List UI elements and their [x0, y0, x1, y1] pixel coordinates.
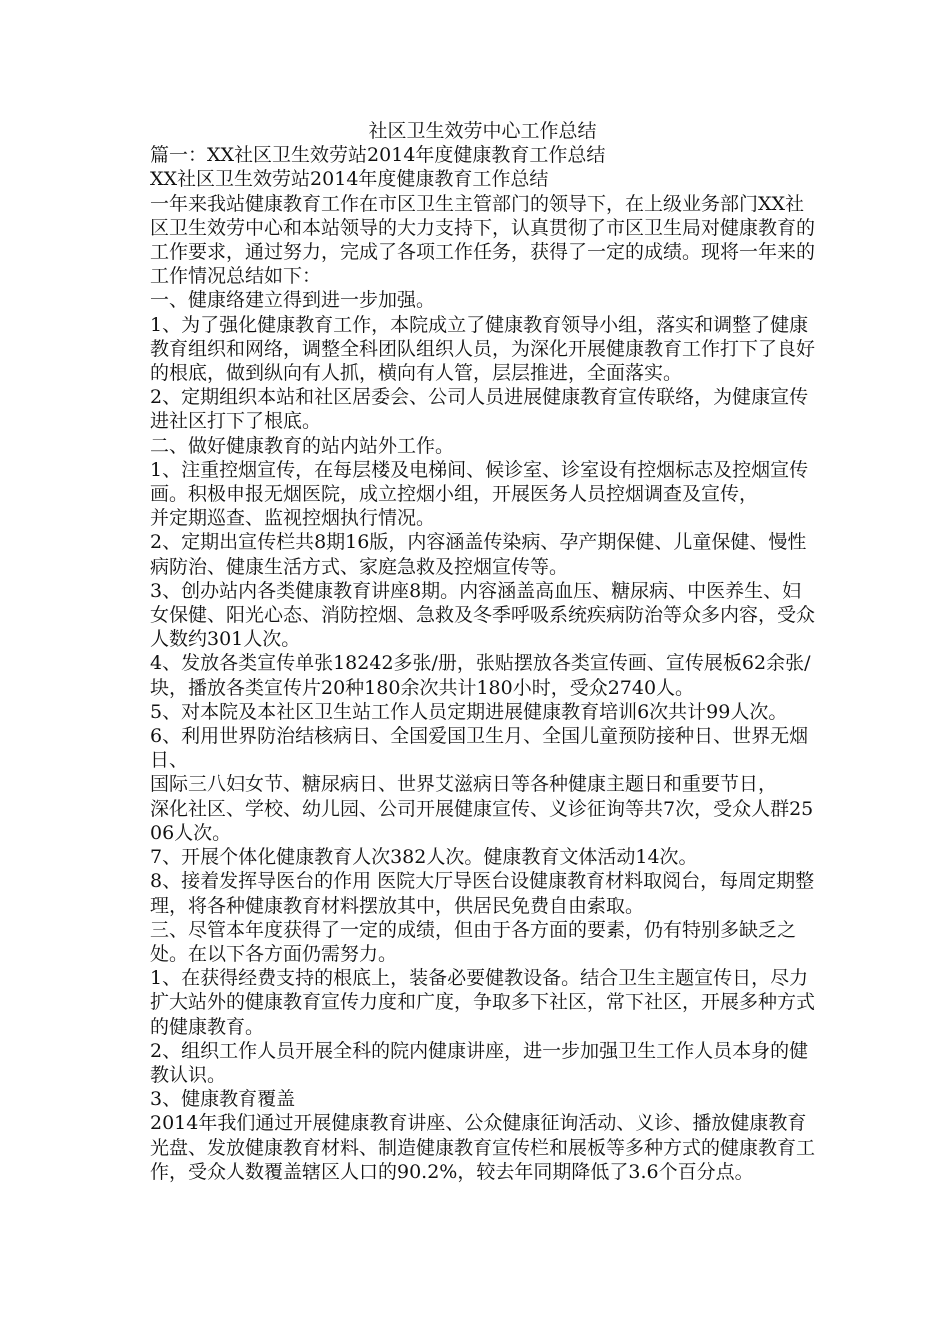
paragraph-3-2: 2、组织工作人员开展全科的院内健康讲座，进一步加强卫生工作人员本身的健教认识。: [150, 1039, 809, 1086]
section-heading-2: 二、做好健康教育的站内站外工作。: [150, 434, 455, 457]
paragraph-3-3-body: 2014年我们通过开展健康教育讲座、公众健康征询活动、义诊、播放健康教育光盘、发放健康教育材料、制造健康教育宣传栏和展板等多种方式的健康教育工作，受众人数覆盖辖区人口的90.2%，较去年同期降低了3.6个百分点。: [150, 1112, 816, 1183]
paragraph-1-1: 1、为了强化健康教育工作，本院成立了健康教育领导小组，落实和调整了健康教育组织和网络，调整全科团队组织人员，为深化开展健康教育工作打下了良好的根底，做到纵向有人抓，横向有人管，层层推进，全面落实。: [150, 313, 816, 385]
article-subheading: XX社区卫生效劳站2014年度健康教育工作总结: [150, 168, 549, 191]
paragraph-2-2: 2、定期出宣传栏共8期16版，内容涵盖传染病、孕产期保健、儿童保健、慢性病防治、健康生活方式、家庭急救及控烟宣传等。: [150, 531, 807, 578]
document-body: [150, 119, 815, 1184]
paragraph-2-6-cont2: 深化社区、学校、幼儿园、公司开展健康宣传、义诊征询等共7次，受众人群2506人次。: [150, 797, 814, 844]
document-title: 社区卫生效劳中心工作总结: [368, 120, 597, 142]
paragraph-2-4: 4、发放各类宣传单张18242多张/册，张贴摆放各类宣传画、宣传展板62余张/块，播放各类宣传片20种180余次共计180小时，受众2740人。: [150, 652, 811, 699]
paragraph-2-7: 7、开展个体化健康教育人次382人次。健康教育文体活动14次。: [150, 846, 698, 869]
intro-paragraph: 一年来我站健康教育工作在市区卫生主管部门的领导下，在上级业务部门XX社区卫生效劳中心和本站领导的大力支持下，认真贯彻了市区卫生局对健康教育的工作要求，通过努力，完成了各项工作任务，获得了一定的成绩。现将一年来的工作情况总结如下：: [150, 192, 816, 288]
paragraph-1-2: 2、定期组织本站和社区居委会、公司人员进展健康教育宣传联络，为健康宣传进社区打下了根底。: [150, 386, 809, 433]
paragraph-2-8: 8、接着发挥导医台的作用 医院大厅导医台设健康教育材料取阅台，每周定期整理，将各种健康教育材料摆放其中，供居民免费自由索取。: [150, 870, 815, 917]
section-heading-1: 一、健康络建立得到进一步加强。: [150, 289, 436, 312]
paragraph-2-6: 6、利用世界防治结核病日、全国爱国卫生月、全国儿童预防接种日、世界无烟日、: [150, 725, 809, 772]
paragraph-3-1: 1、在获得经费支持的根底上，装备必要健教设备。结合卫生主题宣传日，尽力扩大站外的健康教育宣传力度和广度，争取多下社区，常下社区，开展多种方式的健康教育。: [150, 967, 816, 1038]
paragraph-3-3: 3、健康教育覆盖: [150, 1088, 296, 1111]
paragraph-2-5: 5、对本院及本社区卫生站工作人员定期进展健康教育培训6次共计99人次。: [150, 700, 788, 723]
section-heading-3: 三、尽管本年度获得了一定的成绩，但由于各方面的要素，仍有特别多缺乏之处。在以下各方面仍需努力。: [150, 918, 797, 965]
paragraph-2-6-cont: 国际三八妇女节、糖尿病日、世界艾滋病日等各种健康主题日和重要节日，: [150, 773, 778, 796]
paragraph-2-1: 1、注重控烟宣传，在每层楼及电梯间、候诊室、诊室设有控烟标志及控烟宣传画。积极申报无烟医院，成立控烟小组，开展医务人员控烟调查及宣传，: [150, 458, 809, 506]
paragraph-2-3: 3、创办站内各类健康教育讲座8期。内容涵盖高血压、糖尿病、中医养生、妇女保健、阳光心态、消防控烟、急救及冬季呼吸系统疾病防治等众多内容，受众人数约301人次。: [150, 579, 816, 651]
article-heading: 篇一：XX社区卫生效劳站2014年度健康教育工作总结: [150, 144, 606, 167]
paragraph-2-1-cont: 并定期巡查、监视控烟执行情况。: [150, 507, 436, 530]
